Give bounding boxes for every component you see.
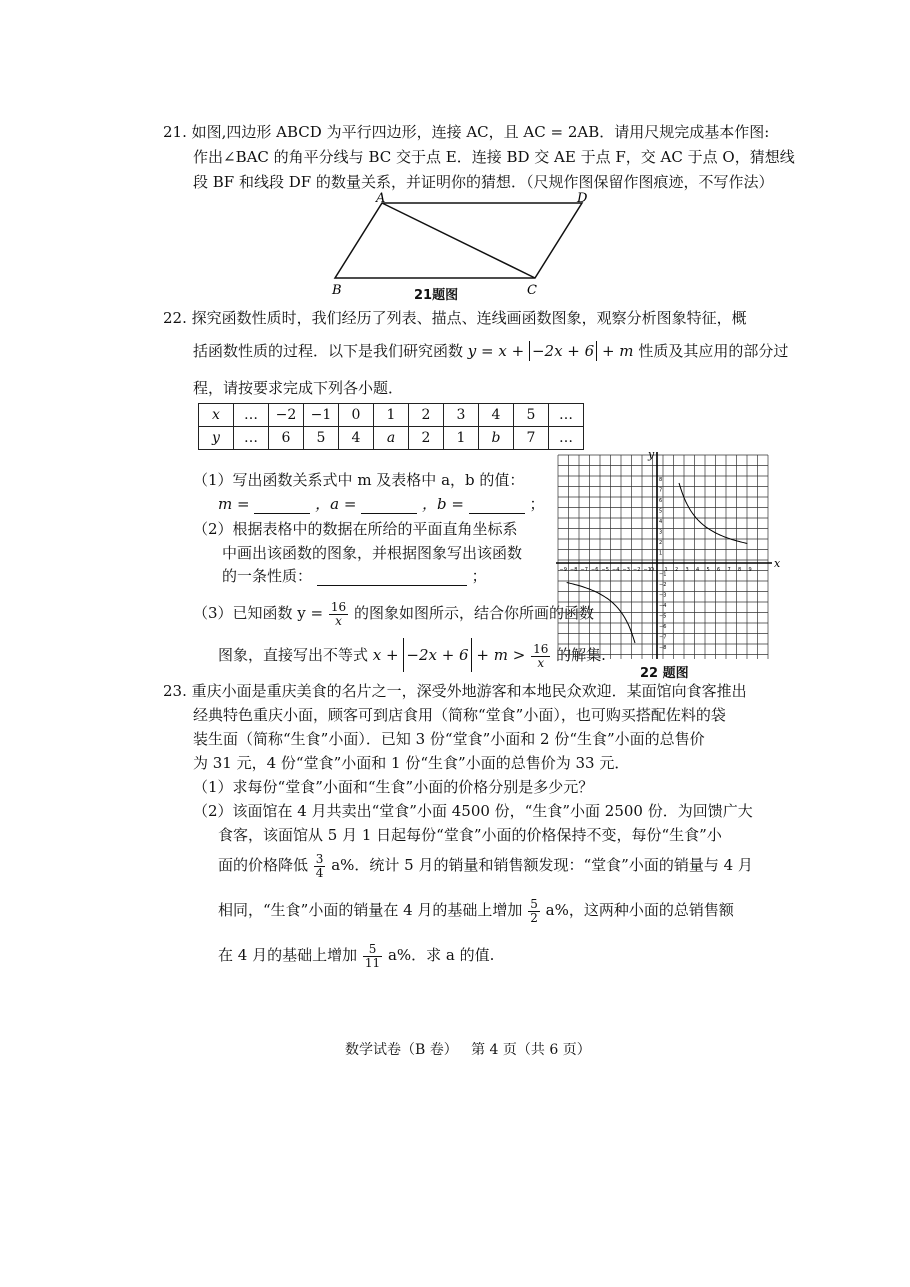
page-footer: 数学试卷（B 卷） 第 4 页（共 6 页） xyxy=(345,1042,591,1058)
x-tick-label: −1 xyxy=(643,567,651,573)
table-cell: −1 xyxy=(304,404,339,427)
q23-text-line4: 为 31 元，4 份“堂食”小面和 1 份“生食”小面的总售价为 33 元． xyxy=(193,754,630,772)
q21-caption: 21题图 xyxy=(414,288,459,303)
table-cell: 1 xyxy=(444,427,479,450)
q22-ineq-fraction xyxy=(531,643,550,670)
q23-fraction-5-2 xyxy=(528,898,540,925)
table-cell: 1 xyxy=(374,404,409,427)
table-cell: −2 xyxy=(269,404,304,427)
q22-m-label: m = xyxy=(218,495,250,513)
x-tick-label: 3 xyxy=(685,567,689,573)
q23-p2-line3-b: a%．统计 5 月的销量和销售额发现：“堂食”小面的销量与 4 月 xyxy=(331,856,753,874)
q22-value-table xyxy=(198,403,584,450)
table-cell: … xyxy=(234,427,269,450)
q22-p3-a: （3）已知函数 y = xyxy=(193,604,324,622)
table-cell: 6 xyxy=(269,427,304,450)
y-tick-label: 2 xyxy=(659,540,663,546)
y-tick-label: 3 xyxy=(659,529,663,536)
x-tick-label: −7 xyxy=(580,567,588,573)
q23-p2-line5-b: a%．求 a 的值. xyxy=(387,946,495,964)
hyperbola-branch-positive xyxy=(679,483,747,544)
q21-line1 xyxy=(163,122,769,142)
q22-caption: 22 题图 xyxy=(640,666,689,681)
y-tick-label: 5 xyxy=(659,508,663,515)
q22-ineq-c: + m > xyxy=(476,646,526,664)
q22-number: 22. xyxy=(163,309,187,327)
table-cell: 4 xyxy=(479,404,514,427)
x-tick-label: 2 xyxy=(675,567,679,573)
q23-p2-line5 xyxy=(218,938,494,972)
q21-parallelogram-figure xyxy=(320,190,600,300)
q21-text-line2: 作出∠BAC 的角平分线与 BC 交于点 E．连接 BD 交 AE 于点 F，交 AC 于点 O，猜想线 xyxy=(193,148,795,166)
q23-fraction-3-4 xyxy=(314,853,326,880)
q22-m-blank[interactable] xyxy=(254,499,310,514)
table-cell: 4 xyxy=(339,427,374,450)
table-cell: x xyxy=(199,404,234,427)
q23-p2-line5-a: 在 4 月的基础上增加 xyxy=(218,946,358,964)
q23-number: 23. xyxy=(163,682,187,700)
table-cell: … xyxy=(549,404,584,427)
q22-func-part-a: y = x + xyxy=(467,342,525,360)
origin-label: O xyxy=(650,567,654,573)
fraction-denominator: 2 xyxy=(530,910,538,925)
table-cell: 5 xyxy=(304,427,339,450)
q22-text-line2b: 性质及其应用的部分过 xyxy=(638,342,789,360)
y-tick-label: 4 xyxy=(659,519,663,525)
fraction-numerator: 16 xyxy=(330,599,347,614)
x-tick-label: −4 xyxy=(612,567,620,573)
y-tick-label: 1 xyxy=(659,550,663,557)
q21-text-line3: 段 BF 和线段 DF 的数量关系，并证明你的猜想．（尺规作图保留作图痕迹，不写作法） xyxy=(193,173,774,191)
y-tick-label: −7 xyxy=(659,634,667,641)
diagonal-ac xyxy=(382,203,535,278)
q23-line1 xyxy=(163,681,747,701)
q23-p2-line1: （2）该面馆在 4 月共卖出“堂食”小面 4500 份，“生食”小面 2500 份．为回馈广大 xyxy=(193,802,753,820)
vertex-b-label: B xyxy=(332,283,342,298)
fraction-numerator: 16 xyxy=(533,641,549,656)
x-axis-label: x xyxy=(774,557,781,570)
x-tick-label: −6 xyxy=(591,567,599,573)
table-cell: 7 xyxy=(514,427,549,450)
table-cell: 2 xyxy=(409,404,444,427)
q23-p2-line4 xyxy=(218,893,734,927)
y-tick-label: −1 xyxy=(659,571,667,578)
q22-p2-line2: 中画出该函数的图象，并根据图象写出该函数 xyxy=(222,544,523,562)
q23-p2-line2: 食客，该面馆从 5 月 1 日起每份“堂食”小面的价格保持不变，每份“生食”小 xyxy=(218,826,722,844)
y-tick-label: 7 xyxy=(659,487,663,494)
q22-func-part-c: + m xyxy=(601,342,634,360)
vertex-d-label: D xyxy=(577,191,588,206)
q23-p1: （1）求每份“堂食”小面和“生食”小面的价格分别是多少元？ xyxy=(193,778,594,796)
q22-coordinate-grid xyxy=(553,448,781,662)
table-cell: a xyxy=(374,427,409,450)
y-tick-label: 6 xyxy=(659,498,663,504)
q22-b-blank[interactable] xyxy=(469,499,525,514)
q22-b-label: ，b = xyxy=(421,495,464,513)
q23-p2-line4-b: a%，这两种小面的总销售额 xyxy=(545,901,734,919)
q22-p2-line3-text: 的一条性质： xyxy=(222,567,313,585)
q22-ineq-a: x + xyxy=(372,646,399,664)
q22-p3-line1 xyxy=(193,596,594,630)
fraction-denominator: x xyxy=(537,655,545,670)
q22-a-blank[interactable] xyxy=(361,499,417,514)
table-row-x xyxy=(199,404,584,427)
q22-p2-line3 xyxy=(222,566,487,586)
x-tick-label: −9 xyxy=(559,567,567,573)
table-cell: … xyxy=(234,404,269,427)
y-tick-label: −2 xyxy=(659,582,667,588)
x-tick-label: −3 xyxy=(622,567,630,573)
x-tick-label: 1 xyxy=(664,567,668,573)
x-tick-label: −5 xyxy=(601,567,609,573)
q23-text-line3: 装生面（简称“生食”小面）．已知 3 份“堂食”小面和 2 份“生食”小面的总售价 xyxy=(193,730,705,748)
table-cell: 5 xyxy=(514,404,549,427)
vertex-c-label: C xyxy=(527,283,537,298)
y-axis-label: y xyxy=(648,448,655,461)
table-cell: 2 xyxy=(409,427,444,450)
q23-text-line1: 重庆小面是重庆美食的名片之一，深受外地游客和本地民众欢迎．某面馆向食客推出 xyxy=(191,682,747,700)
q22-p2-line1: （2）根据表格中的数据在所给的平面直角坐标系 xyxy=(193,520,518,538)
fraction-denominator: 11 xyxy=(364,955,381,970)
q23-fraction-5-11 xyxy=(363,943,382,970)
q22-p1-end: ； xyxy=(529,495,545,513)
table-cell: … xyxy=(549,427,584,450)
q22-p1-answers xyxy=(218,494,545,514)
table-cell: 3 xyxy=(444,404,479,427)
q22-p3-line2 xyxy=(218,638,606,672)
table-cell: 0 xyxy=(339,404,374,427)
q22-p1-text: （1）写出函数关系式中 m 及表格中 a，b 的值： xyxy=(193,471,525,489)
q22-p3-b: 的图象如图所示，结合你所画的函数 xyxy=(353,604,594,622)
y-tick-label: −4 xyxy=(659,603,667,609)
table-cell: y xyxy=(199,427,234,450)
table-row-y xyxy=(199,427,584,450)
q22-p3-fraction xyxy=(329,601,348,628)
y-tick-label: −8 xyxy=(659,645,667,651)
fraction-numerator: 3 xyxy=(315,851,324,866)
y-tick-label: −3 xyxy=(659,592,667,599)
q23-p2-line3-a: 面的价格降低 xyxy=(218,856,309,874)
q22-text-line2a: 括函数性质的过程．以下是我们研究函数 xyxy=(193,342,464,360)
x-tick-label: 8 xyxy=(738,567,742,573)
x-tick-label: 4 xyxy=(696,567,700,573)
q21-number: 21. xyxy=(163,123,187,141)
y-tick-label: −5 xyxy=(659,613,667,620)
q22-text-line3: 程，请按要求完成下列各小题． xyxy=(193,379,404,397)
x-tick-label: −2 xyxy=(633,567,641,573)
fraction-numerator: 5 xyxy=(363,943,382,957)
x-tick-label: 7 xyxy=(727,567,731,573)
q23-p2-line4-a: 相同，“生食”小面的销量在 4 月的基础上增加 xyxy=(218,901,523,919)
x-tick-label: 9 xyxy=(748,567,752,573)
fraction-denominator: x xyxy=(335,613,342,628)
fraction-denominator: 4 xyxy=(315,865,324,880)
vertex-a-label: A xyxy=(376,191,386,206)
q22-a-label: ，a = xyxy=(315,495,357,513)
fraction-numerator: 5 xyxy=(530,896,538,911)
q23-text-line2: 经典特色重庆小面，顾客可到店食用（简称“堂食”小面），也可购买搭配佐料的袋 xyxy=(193,706,726,724)
q22-text-line1: 探究函数性质时，我们经历了列表、描点、连线画函数图象，观察分析图象特征，概 xyxy=(191,309,747,327)
table-cell: b xyxy=(479,427,514,450)
q22-line2 xyxy=(193,341,788,361)
q22-ineq-abs: −2x + 6 xyxy=(403,638,471,672)
q22-func-abs: −2x + 6 xyxy=(529,341,597,361)
q22-property-blank[interactable] xyxy=(317,571,467,586)
q23-p2-line3 xyxy=(218,848,753,882)
q22-p3-line2-a: 图象，直接写出不等式 xyxy=(218,646,369,664)
q21-text-line1: 如图,四边形 ABCD 为平行四边形，连接 AC，且 AC = 2AB．请用尺规完成基本作图: xyxy=(191,123,770,141)
x-tick-label: 5 xyxy=(706,567,710,573)
x-tick-label: 6 xyxy=(717,567,721,573)
q22-p3-line2-b: 的解集. xyxy=(556,646,606,664)
y-tick-label: −6 xyxy=(659,624,667,630)
y-tick-label: 8 xyxy=(659,477,663,483)
x-tick-label: −8 xyxy=(570,567,578,573)
q22-p2-end: ； xyxy=(471,567,487,585)
q22-line1 xyxy=(163,308,747,328)
